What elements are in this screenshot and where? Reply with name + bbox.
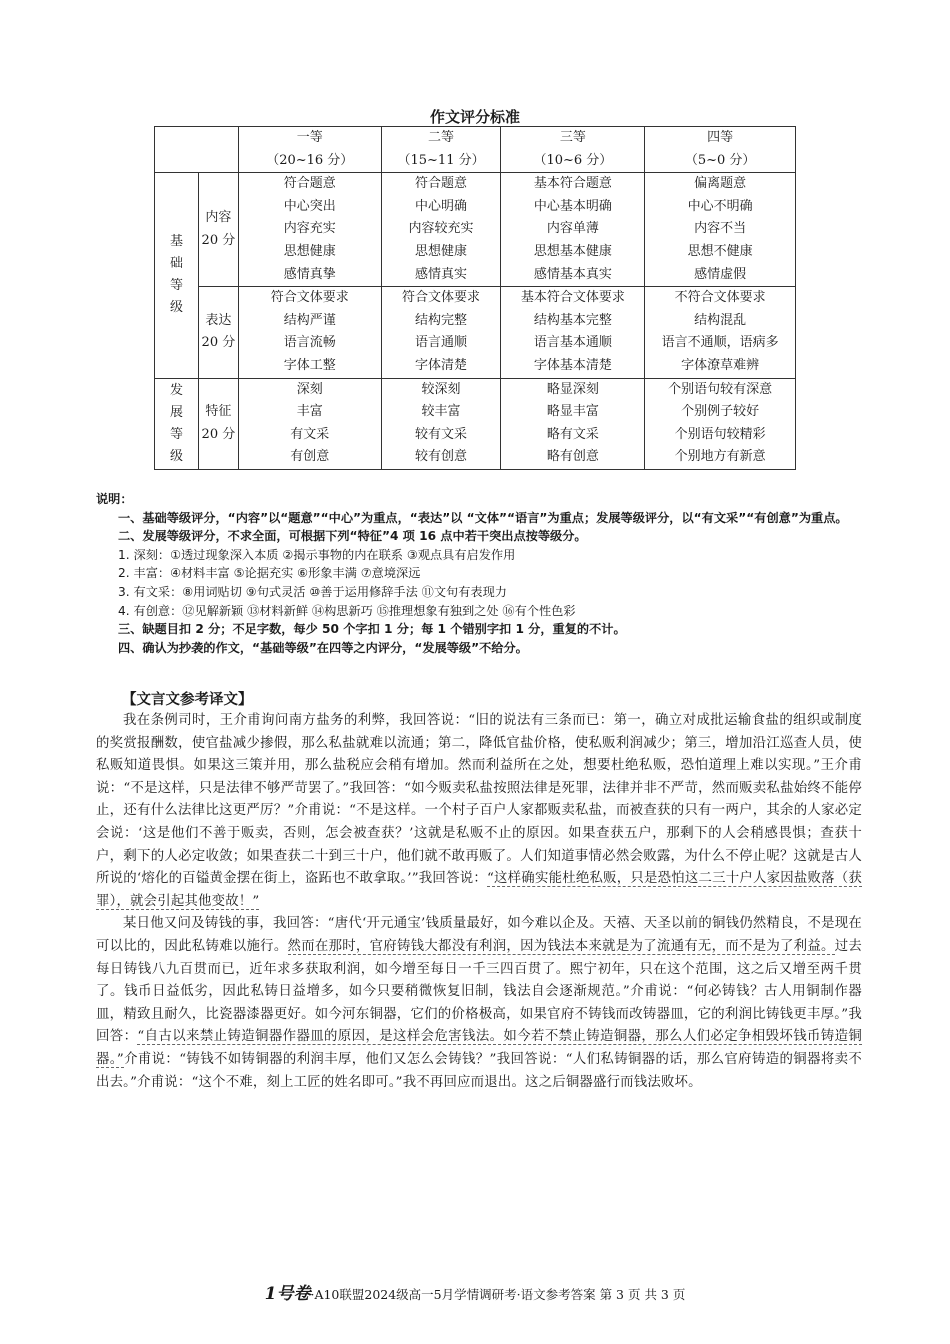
translation-paragraph-2: 某日他又问及铸钱的事，我回答：“唐代‘开元通宝’钱质量最好，如今难以企及。天禧、天圣以前的铜钱仍然精良，不是现在可以比的，因此私铸难以施行。然而在那时，官府铸钱大都没有利润，因为钱法本来就是为了流通有无，而不是为了利益。过去每日铸钱八九百贯而已，近年求多获取利润，如今增至每日一千三四百贯了。熙宁初年，只在这个范围，这之后又增至两千贯了。钱币日益低劣，因此私铸日益增多，如今只要稍微恢复旧制，钱法自会逐渐规范。”介甫说：“何必铸钱？古人用铜制作器皿，精致且耐久，比瓷器漆器更好。如今河东铜器，它们的价格极高，如果官府不铸钱而改铸器皿，它的利润比铸钱更丰厚。”我回答：“自古以来禁止铸造铜器作器皿的原因，是这样会危害钱法。如今若不禁止铸造铜器，那么人们必定争相毁坏钱币铸造铜器。”介甫说：“铸钱不如铸铜器的利润丰厚，他们又怎么会铸钱？”我回答说：“人们私铸铜器的话，那么官府铸造的铜器将卖不出去。”介甫说：“这个不难，刻上工匠的姓名即可。”我不再回应而退出。这之后铜器盛行而钱法败坏。 bbox=[96, 916, 863, 1090]
expression-level-3: 基本符合文体要求 结构基本完整 语言基本通顺 字体基本清楚 bbox=[501, 287, 645, 378]
basic-level-label: 基 础 等 级 bbox=[155, 173, 199, 378]
page-footer bbox=[0, 1279, 950, 1304]
row-label-expression: 表达 20 分 bbox=[198, 287, 238, 378]
note-item-2: 2. 丰富：④材料丰富 ⑤论据充实 ⑥形象丰满 ⑦意境深远 bbox=[118, 566, 421, 581]
content-level-3: 基本符合题意 中心基本明确 内容单薄 思想基本健康 感情基本真实 bbox=[501, 173, 645, 287]
note-4: 四、确认为抄袭的作文，“基础等级”在四等之内评分，“发展等级”不给分。 bbox=[118, 640, 528, 655]
level-3-header: 三等 （10~6 分） bbox=[501, 127, 645, 173]
underlined-sentence-3: “自古以来禁止铸造铜器作器皿的原因，是这样会危害钱法。如今若不禁止铸造铜器，那么人们必定争相毁坏钱币铸造铜器。” bbox=[96, 1029, 862, 1067]
underlined-sentence-2: 然而在那时，官府铸钱大都没有利润，因为钱法本来就是为了流通有无，而不是为了利益。 bbox=[287, 938, 835, 954]
table-row-content bbox=[155, 173, 796, 287]
note-1: 一、基础等级评分，“内容”以“题意”“中心”为重点，“表达”以 “文体”“语言”为重点；发展等级评分，以“有文采”“有创意”为重点。 bbox=[118, 510, 848, 525]
table-row-features bbox=[155, 378, 796, 469]
page-title: 作文评分标准 bbox=[429, 108, 520, 126]
level-1-header: 一等 （20~16 分） bbox=[238, 127, 381, 173]
notes-section bbox=[96, 490, 862, 657]
content-level-2: 符合题意 中心明确 内容较充实 思想健康 感情真实 bbox=[381, 173, 501, 287]
translation-paragraph-1: 我在条例司时，王介甫询问南方盐务的利弊，我回答说：“旧的说法有三条而已：第一，确立对成批运输食盐的组织或制度的奖赏报酬数，使官盐减少掺假，那么私盐就难以流通；第二，降低官盐价格，使私贩利润减少；第三，增加沿江巡查人员，使私贩知道畏惧。如果这三策并用，那么盐税应会稍有增加。然而利益所在之处，想要杜绝私贩，恐怕道理上难以实现。”王介甫说：“不是这样，只是法律不够严苛罢了。”我回答：“如今贩卖私盐按照法律是死罪，法律并非不严苛，然而贩卖私盐始终不能停止，还有什么法律比这更严厉？”介甫说：“不是这样。一个村子百户人家都贩卖私盐，而被查获的只有一两户，其余的人家必定会说：‘这是他们不善于贩卖，否则，怎会被查获？’这就是私贩不止的原因。如果查获五户，那剩下的人会稍感畏惧；查获十户，剩下的人必定收敛；如果查获二十到三十户，他们就不敢再贩了。人们知道事情必然会败露，为什么不停止呢？这就是古人所说的‘熔化的百镒黄金摆在街上，盗跖也不敢拿取。’”我回答说：“这样确实能杜绝私贩，只是恐怕这二三十户人家因盐败落（获罪），就会引起其他变故！” bbox=[96, 713, 863, 909]
expression-level-4: 不符合文体要求 结构混乱 语言不通顺，语病多 字体潦草难辨 bbox=[645, 287, 796, 378]
row-label-features: 特征 20 分 bbox=[198, 378, 238, 469]
brand-logo: 1号卷 bbox=[264, 1284, 311, 1304]
footer-text: ·A10联盟2024级高一5月学情调研考·语文参考答案 第 3 页 共 3 页 bbox=[310, 1287, 686, 1302]
table-row-expression bbox=[155, 287, 796, 378]
scoring-table bbox=[154, 126, 796, 470]
level-2-header: 二等 （15~11 分） bbox=[381, 127, 501, 173]
note-3: 三、缺题目扣 2 分；不足字数，每少 50 个字扣 1 分；每 1 个错别字扣 1 分，重复的不计。 bbox=[118, 622, 626, 637]
translation-body bbox=[96, 710, 862, 1094]
features-level-1: 深刻 丰富 有文采 有创意 bbox=[238, 378, 381, 469]
note-item-1: 1. 深刻：①透过现象深入本质 ②揭示事物的内在联系 ③观点具有启发作用 bbox=[118, 547, 516, 562]
features-level-2: 较深刻 较丰富 较有文采 较有创意 bbox=[381, 378, 501, 469]
development-level-label: 发 展 等 级 bbox=[155, 378, 199, 469]
content-level-1: 符合题意 中心突出 内容充实 思想健康 感情真挚 bbox=[238, 173, 381, 287]
note-item-4: 4. 有创意：⑫见解新颖 ⑬材料新鲜 ⑭构思新巧 ⑮推理想象有独到之处 ⑯有个性色彩 bbox=[118, 603, 576, 618]
header-blank-cell bbox=[155, 127, 239, 173]
expression-level-1: 符合文体要求 结构严谨 语言流畅 字体工整 bbox=[238, 287, 381, 378]
translation-heading: 【文言文参考译文】 bbox=[122, 692, 253, 708]
note-2: 二、发展等级评分，不求全面，可根据下列“特征”4 项 16 点中若干突出点按等级分。 bbox=[118, 529, 587, 544]
table-header-row bbox=[155, 127, 796, 173]
level-4-header: 四等 （5~0 分） bbox=[645, 127, 796, 173]
note-item-3: 3. 有文采：⑧用词贴切 ⑨句式灵活 ⑩善于运用修辞手法 ⑪文句有表现力 bbox=[118, 584, 507, 599]
notes-heading: 说明： bbox=[96, 492, 133, 506]
features-level-4: 个别语句较有深意 个别例子较好 个别语句较精彩 个别地方有新意 bbox=[645, 378, 796, 469]
content-level-4: 偏离题意 中心不明确 内容不当 思想不健康 感情虚假 bbox=[645, 173, 796, 287]
expression-level-2: 符合文体要求 结构完整 语言通顺 字体清楚 bbox=[381, 287, 501, 378]
features-level-3: 略显深刻 略显丰富 略有文采 略有创意 bbox=[501, 378, 645, 469]
underlined-sentence-1: “这样确实能杜绝私贩，只是恐怕这二三十户人家因盐败落（获罪），就会引起其他变故！” bbox=[96, 871, 863, 909]
row-label-content: 内容 20 分 bbox=[198, 173, 238, 287]
